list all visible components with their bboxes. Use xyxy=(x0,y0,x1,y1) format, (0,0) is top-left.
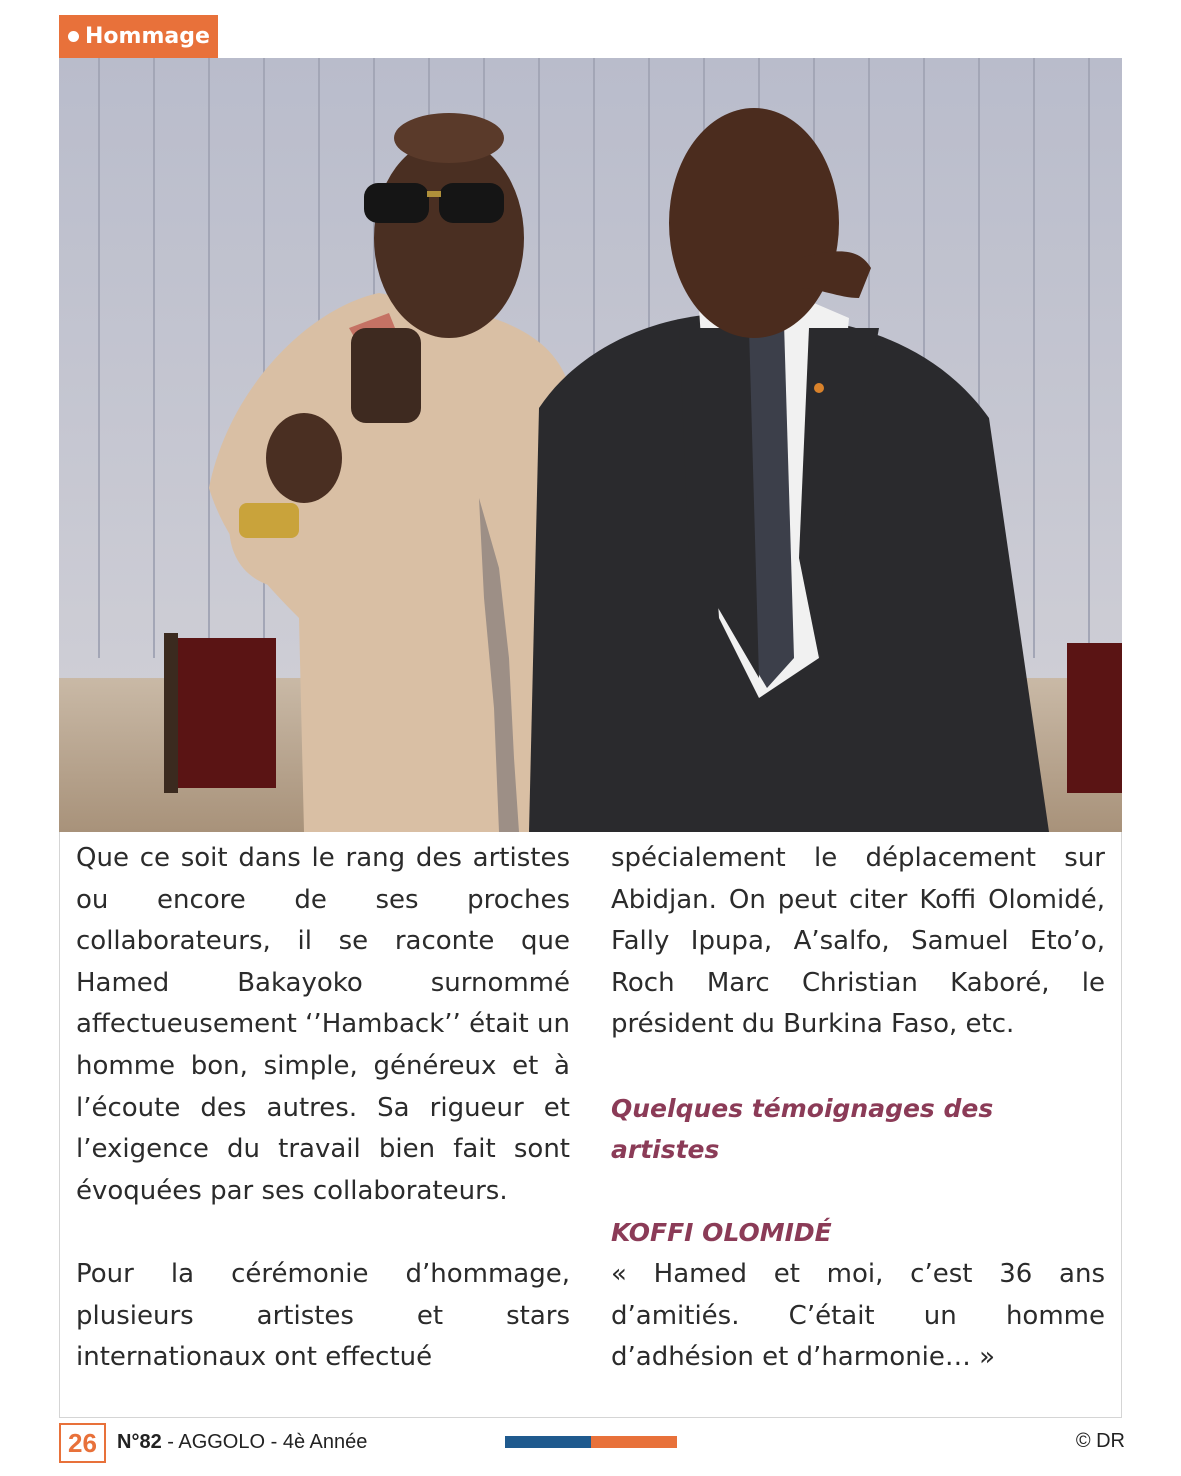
section-label: Hommage xyxy=(85,24,210,49)
article-paragraph: Pour la cérémonie d’hommage, plusieurs artistes et stars internationaux ont effectué xyxy=(76,1258,570,1373)
issue-number: N°82 xyxy=(117,1431,162,1453)
article-column-left xyxy=(76,838,570,1379)
page-number: 26 xyxy=(59,1423,106,1463)
section-tag xyxy=(59,15,218,58)
photo-illustration xyxy=(59,58,1122,832)
testimonial-quote: « Hamed et moi, c’est 36 ans d’amitiés. C’était un homme d’adhésion et d’harmonie… » xyxy=(611,1258,1105,1373)
article-photo xyxy=(59,58,1122,832)
page-footer xyxy=(59,1422,1125,1467)
decorative-bar-orange xyxy=(591,1436,677,1448)
testimonial-name: KOFFI OLOMIDÉ xyxy=(611,1218,832,1248)
issue-info xyxy=(117,1431,367,1454)
photo-credit: © DR xyxy=(1075,1430,1125,1452)
article-column-right xyxy=(611,838,1105,1379)
decorative-bar-blue xyxy=(505,1436,591,1448)
article-paragraph: Que ce soit dans le rang des artistes ou encore de ses proches collaborateurs, il se raconte que Hamed Bakayoko surnommé affectueusement ‘’Hamback’’ était un homme bon, simple, généreux et à l’écoute des autres. Sa rigueur et l’exigence du travail bien fait sont évoquées par ses collaborateurs. xyxy=(76,843,570,1206)
subheading: Quelques témoignages des artistes xyxy=(611,1093,994,1165)
bullet-icon xyxy=(68,31,79,42)
article-paragraph: spécialement le déplacement sur Abidjan. On peut citer Koffi Olomidé, Fally Ipupa, A’salfo, Samuel Eto’o, Roch Marc Christian Kaboré, le président du Burkina Faso, etc. xyxy=(611,843,1105,1040)
issue-title: - AGGOLO - 4è Année xyxy=(161,1431,368,1453)
